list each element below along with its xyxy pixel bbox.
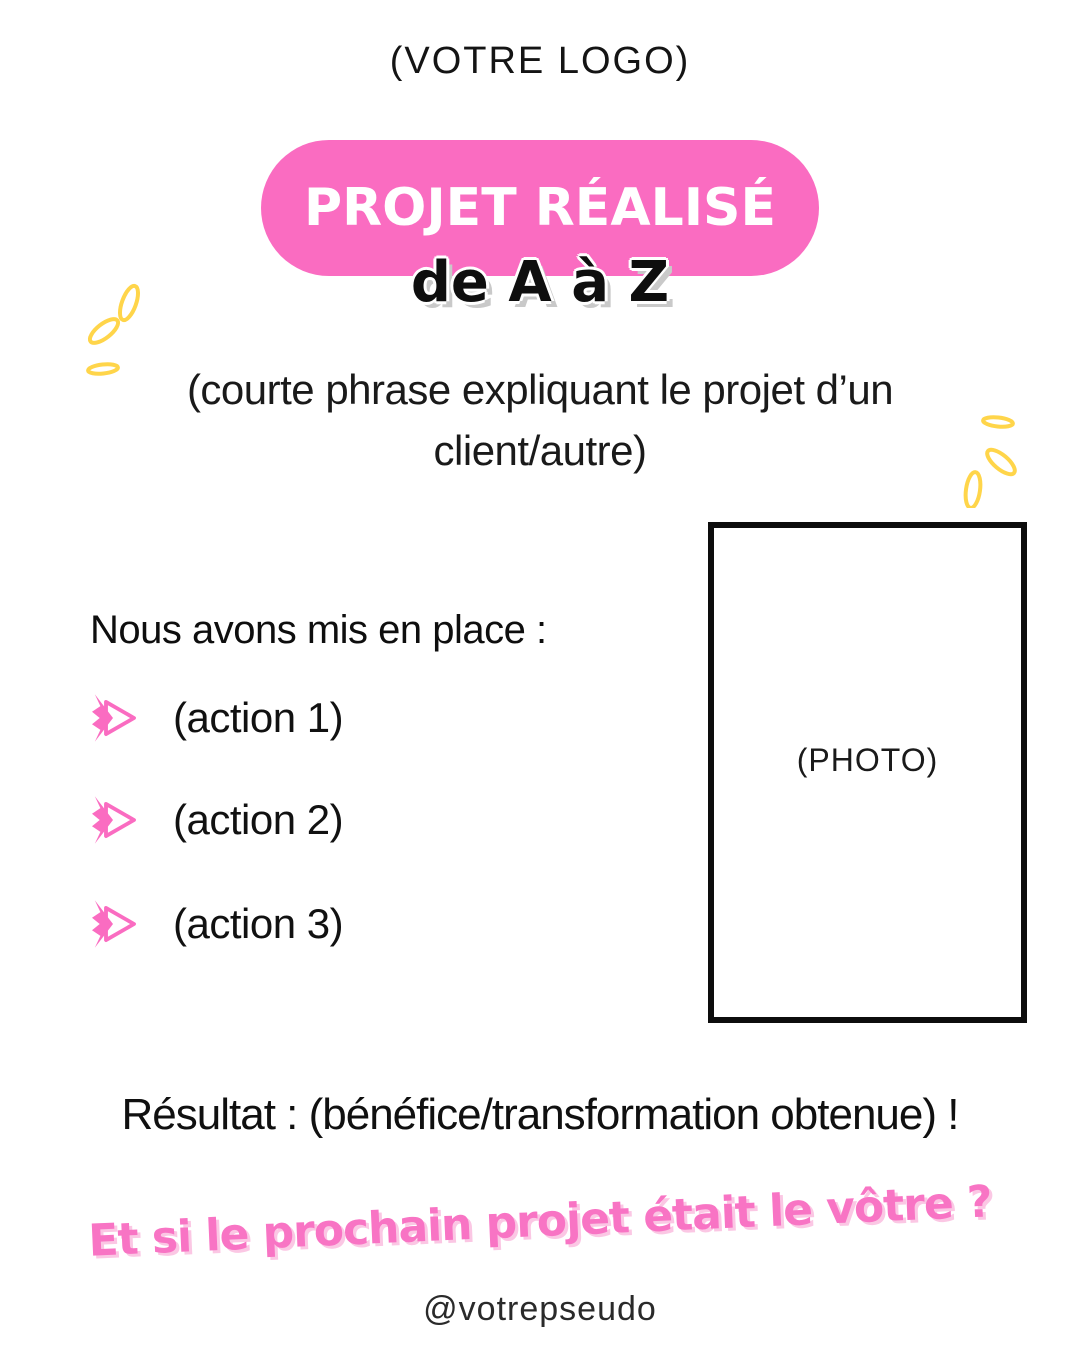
arrow-bullet-icon	[85, 788, 141, 852]
title-subtitle: de A à Z	[410, 250, 670, 315]
result-line: Résultat : (bénéfice/transformation obtenue) !	[121, 1090, 959, 1139]
action-item-1	[85, 686, 343, 750]
arrow-bullet-icon	[85, 892, 141, 956]
arrow-bullet-icon	[85, 686, 141, 750]
photo-frame	[708, 522, 1027, 1023]
photo-placeholder: (PHOTO)	[796, 742, 939, 778]
logo-placeholder: (VOTRE LOGO)	[389, 40, 691, 82]
action-item-2	[85, 788, 343, 852]
action-label: (action 1)	[173, 694, 344, 741]
project-description: (courte phrase expliquant le projet d’un client/autre)	[186, 366, 894, 474]
action-label: (action 3)	[173, 900, 344, 947]
action-item-3	[85, 892, 343, 956]
action-label: (action 2)	[173, 796, 344, 843]
account-handle: @votrepseudo	[423, 1290, 657, 1328]
cta-line: Et si le prochain projet était le vôtre ?	[87, 1176, 993, 1267]
sparkle-right-icon	[945, 403, 1030, 508]
list-heading: Nous avons mis en place :	[90, 608, 547, 652]
page-title: PROJET RÉALISÉ	[303, 178, 777, 238]
